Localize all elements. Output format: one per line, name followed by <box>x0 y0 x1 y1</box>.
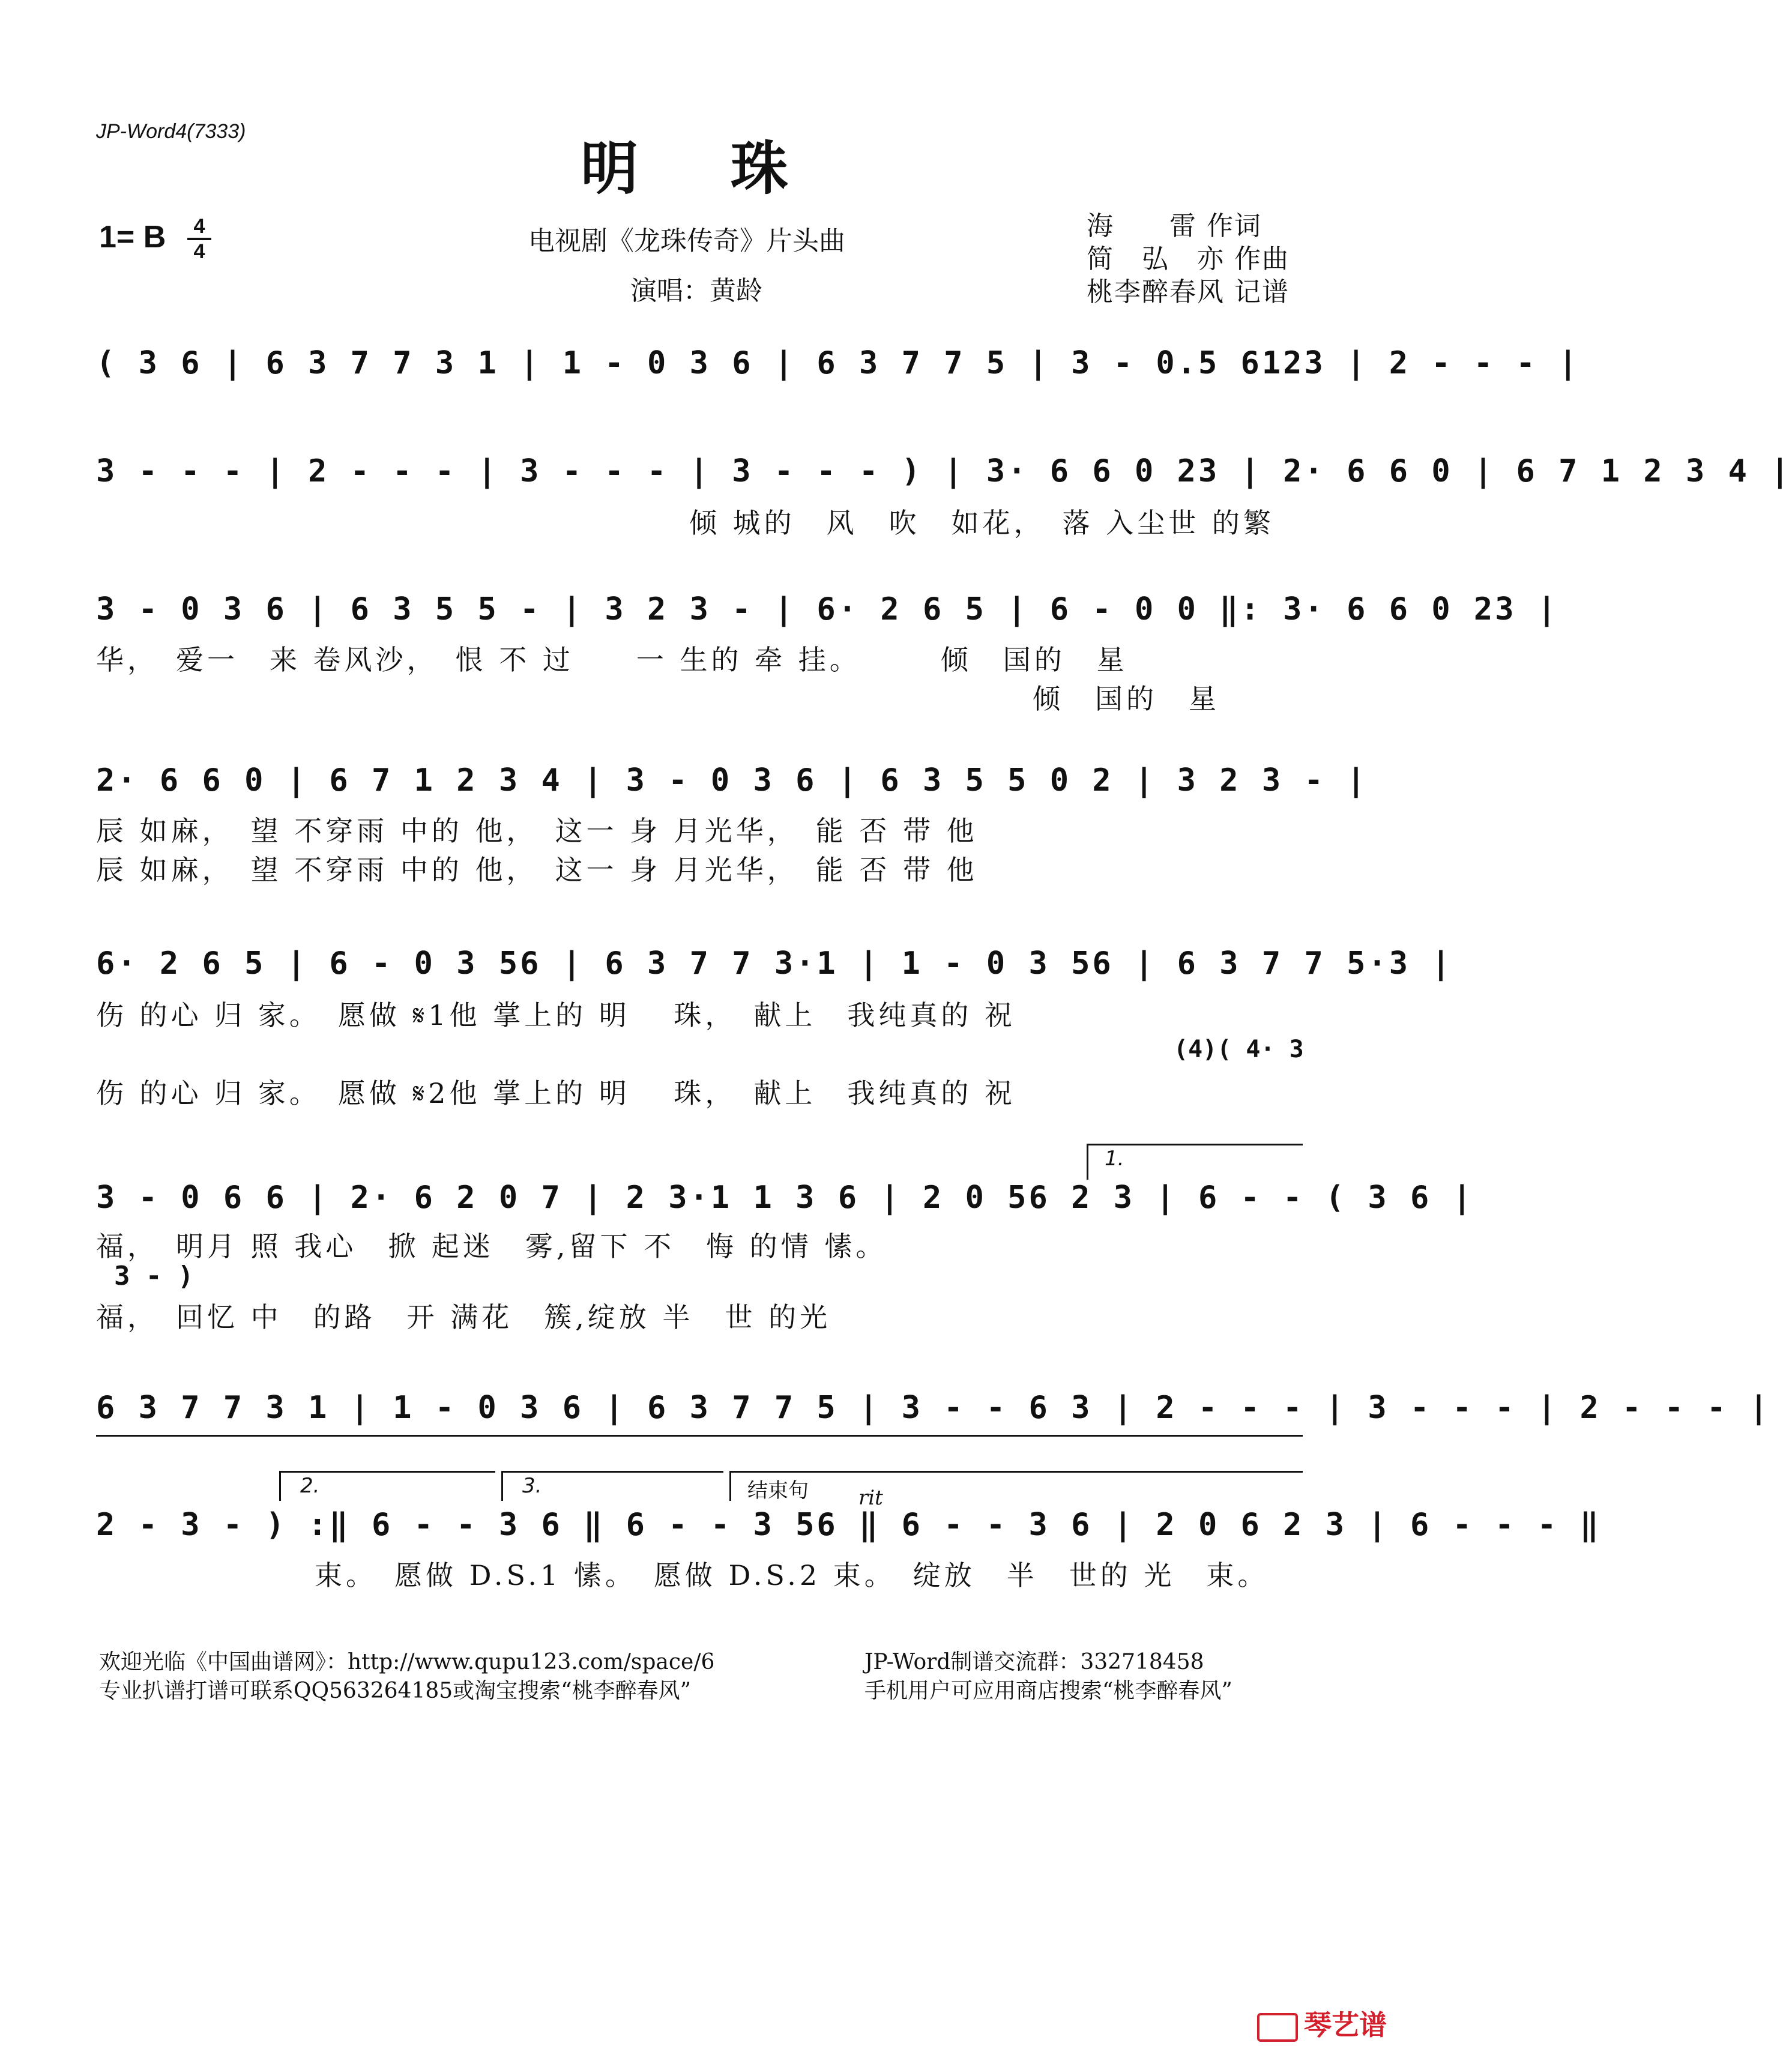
logo-text: 琴艺谱 <box>1304 2009 1387 2041</box>
time-signature-bottom: 4 <box>193 240 205 263</box>
score-system-4-lyrics-2: 辰 如麻， 望 不穿雨 中的 他， 这一 身 月光华， 能 否 带 他 <box>96 854 978 886</box>
score-system-3-lyrics-2: 倾 国的 星 <box>96 683 1220 715</box>
score-system-8-lyrics: 束。 愿做 D.S.1 愫。 愿做 D.S.2 束。 绽放 半 世的 光 束。 <box>96 1559 1269 1592</box>
score-system-4-notes: 2· 6 6 0 | 6 7 1 2 3 4 | 3 - 0 3 6 | 6 3 5 5 0 2 | 3 2 3 - | <box>96 762 1368 798</box>
ritardando-mark: rit <box>858 1486 883 1510</box>
ending-label: 结束句 <box>747 1479 809 1503</box>
score-system-5-lyrics-1: 伤 的心 归 家。 愿做 𝄋1他 掌上的 明 珠， 献上 我纯真的 祝 <box>96 999 1016 1031</box>
footer-group: JP-Word制谱交流群：332718458 <box>864 1650 1204 1674</box>
singer: 演唱：黄龄 <box>630 276 762 306</box>
volta-2-label: 2. <box>300 1474 320 1498</box>
footer-contact: 专业扒谱打谱可联系QQ563264185或淘宝搜索“桃李醉春风” <box>99 1679 691 1703</box>
volta-1-label: 1. <box>1105 1147 1124 1171</box>
score-system-6-alt-notes: 3 - ) <box>114 1261 194 1291</box>
logo-icon <box>1257 2013 1298 2042</box>
score-system-7-notes: 6 3 7 7 3 1 | 1 - 0 3 6 | 6 3 7 7 5 | 3 - - 6 3 | 2 - - - | 3 - - - | 2 - - - | <box>96 1390 1771 1426</box>
score-system-3-lyrics-1: 华， 爱一 来 卷风沙， 恨 不 过 一 生的 牵 挂。 倾 国的 星 <box>96 644 1128 676</box>
score-system-8-notes: 2 - 3 - ) :‖ 6 - - 3 6 ‖ 6 - - 3 56 ‖ 6 - - 3 6 | 2 0 6 2 3 | 6 - - - ‖ <box>96 1507 1601 1543</box>
brand-logo <box>1257 2003 1387 2043</box>
composer-credit: 简 弘 亦 作曲 <box>1087 244 1290 274</box>
footer-website: 欢迎光临《中国曲谱网》：http://www.qupu123.com/space/6 <box>99 1650 715 1674</box>
score-system-6-lyrics-1: 福， 明月 照 我心 掀 起迷 雾,留下 不 悔 的情 愫。 <box>96 1230 887 1263</box>
score-system-3-notes: 3 - 0 3 6 | 6 3 5 5 - | 3 2 3 - | 6· 2 6 5 | 6 - 0 0 ‖: 3· 6 6 0 23 | <box>96 591 1559 627</box>
page-title: 明 珠 <box>581 135 824 202</box>
volta-3-label: 3. <box>522 1474 542 1498</box>
score-system-2-notes: 3 - - - | 2 - - - | 3 - - - | 3 - - - ) | 3· 6 6 0 23 | 2· 6 6 0 | 6 7 1 2 3 4 | <box>96 453 1792 489</box>
version-label: JP-Word4(7333) <box>96 120 246 143</box>
time-signature-top: 4 <box>187 216 211 240</box>
key-signature: 1= B <box>99 220 166 255</box>
score-system-5-lyrics-2: 伤 的心 归 家。 愿做 𝄋2他 掌上的 明 珠， 献上 我纯真的 祝 <box>96 1077 1016 1109</box>
transcriber-credit: 桃李醉春风 记谱 <box>1087 277 1290 307</box>
score-system-2-lyrics: 倾 城的 风 吹 如花， 落 入尘世 的繁 <box>96 507 1275 539</box>
score-system-6-notes: 3 - 0 6 6 | 2· 6 2 0 7 | 2 3·1 1 3 6 | 2 0 56 2 3 | 6 - - ( 3 6 | <box>96 1180 1474 1216</box>
score-system-4-lyrics-1: 辰 如麻， 望 不穿雨 中的 他， 这一 身 月光华， 能 否 带 他 <box>96 815 978 847</box>
lyricist-credit: 海 雷 作词 <box>1087 211 1262 241</box>
time-signature <box>187 216 211 262</box>
score-system-5-notes: 6· 2 6 5 | 6 - 0 3 56 | 6 3 7 7 3·1 | 1 - 0 3 56 | 6 3 7 7 5·3 | <box>96 946 1453 982</box>
score-system-5-alt-notes: (4)( 4· 3 <box>1174 1036 1304 1063</box>
footer-app: 手机用户可应用商店搜索“桃李醉春风” <box>864 1679 1232 1703</box>
subtitle: 电视剧《龙珠传奇》片头曲 <box>528 226 845 256</box>
score-system-6-lyrics-2: 福， 回忆 中 的路 开 满花 簇,绽放 半 世 的光 <box>96 1301 831 1333</box>
score-system-1-notes: ( 3 6 | 6 3 7 7 3 1 | 1 - 0 3 6 | 6 3 7 7 5 | 3 - 0.5 6123 | 2 - - - | <box>96 345 1580 381</box>
